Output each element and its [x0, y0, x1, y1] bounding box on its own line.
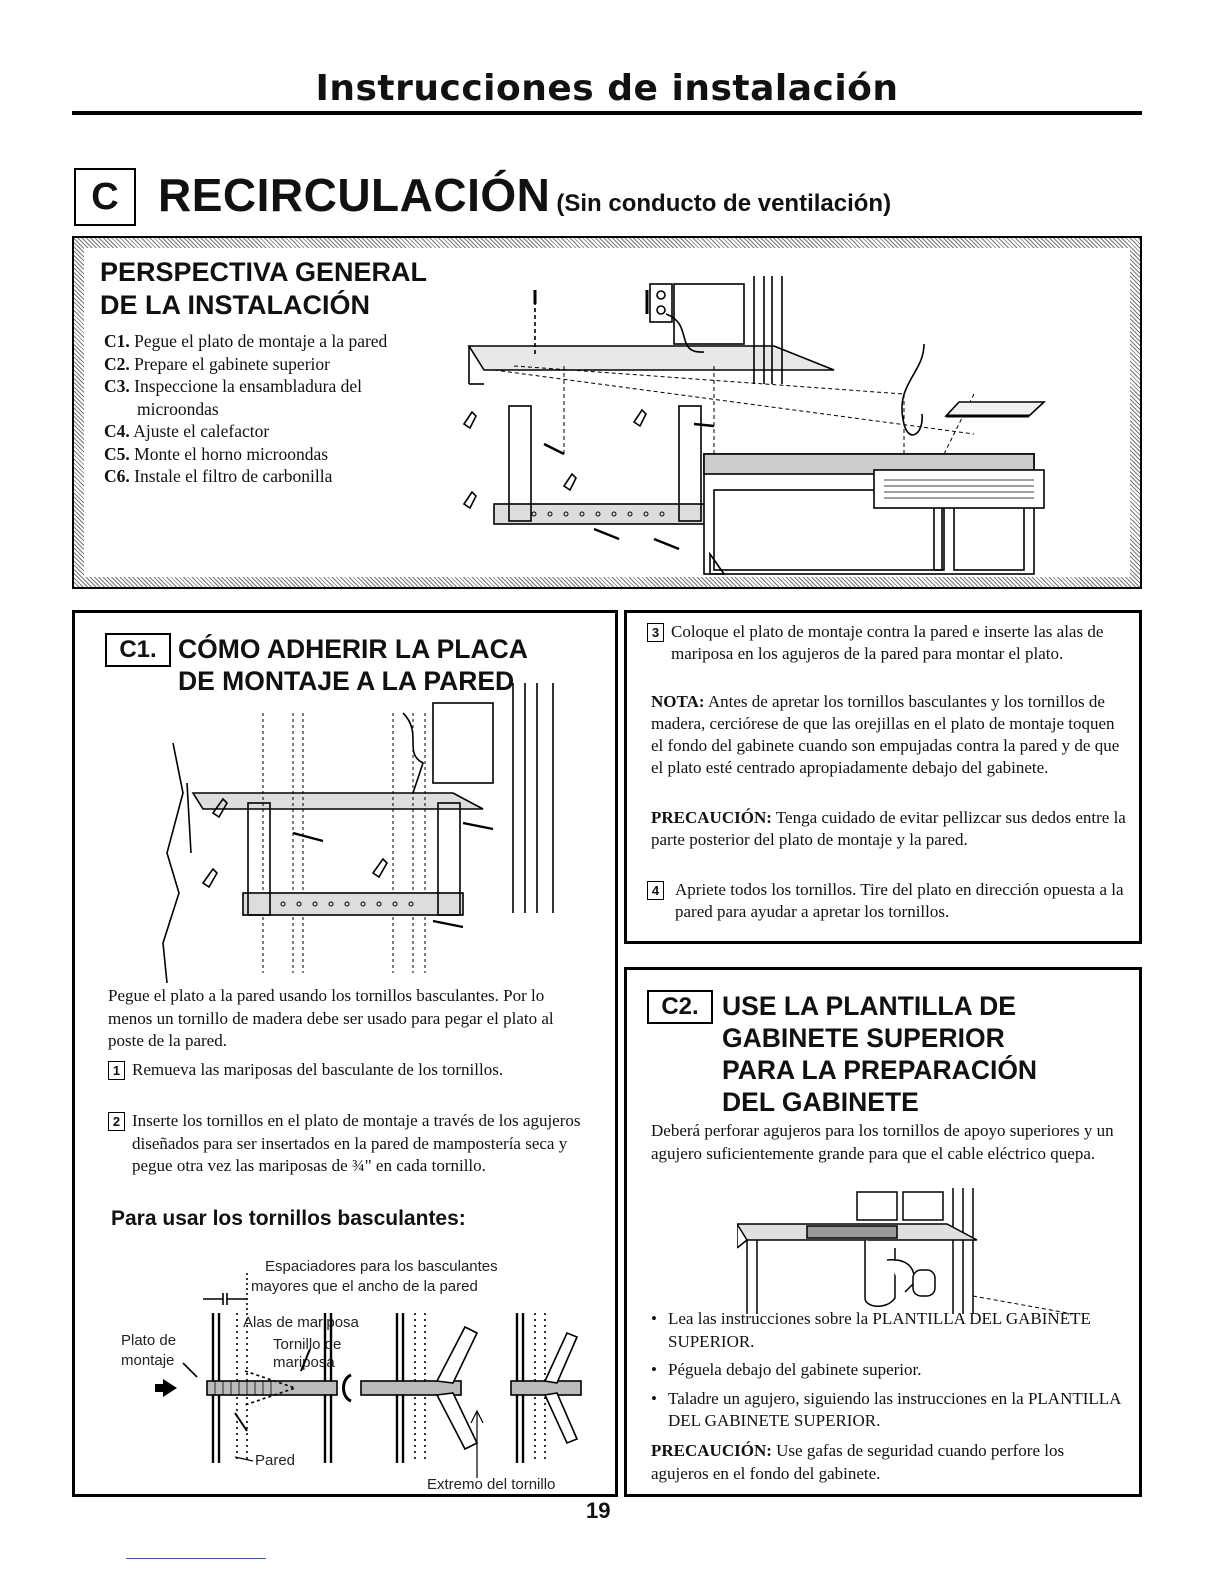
c1-step-2-text: Inserte los tornillos en el plato de montaje a través de los agujeros diseñados para ser insertados en la pared de mampostería seca y pegue otra vez las mariposas de ¾" en cada tornillo.	[132, 1111, 581, 1175]
step-c2-tag: C2.	[647, 990, 713, 1024]
caution-label: PRECAUCIÓN:	[651, 808, 772, 827]
page-number: 19	[586, 1498, 611, 1523]
note-label: NOTA:	[651, 692, 705, 711]
step-c2-heading	[722, 990, 1037, 1118]
c1-caution	[651, 807, 1127, 851]
installation-overview-illustration	[454, 274, 1054, 579]
c1-heading-line1: CÓMO ADHERIR LA PLACA	[178, 634, 528, 664]
step-c1-panel	[72, 610, 618, 1497]
section-heading	[158, 168, 891, 222]
c1-note	[651, 691, 1127, 779]
label-wall: Pared	[255, 1452, 296, 1469]
c2-heading-line1: USE LA PLANTILLA DE	[722, 991, 1016, 1021]
section-title: RECIRCULACIÓN	[158, 169, 551, 221]
label-wings: Alas de mariposa	[243, 1314, 359, 1331]
toggle-bolt-subheading: Para usar los tornillos basculantes:	[111, 1207, 466, 1230]
label-plate-line2: montaje	[121, 1352, 175, 1369]
overview-step: C6. Instale el filtro de carbonilla	[104, 466, 333, 486]
c2-intro-text: Deberá perforar agujeros para los tornillos de apoyo superiores y un agujero suficientemente grande para que el cable eléctrico quepa.	[651, 1121, 1114, 1163]
caution-text: Use gafas de seguridad cuando perfore los agujeros en el fondo del gabinete.	[651, 1441, 1065, 1483]
overview-step: C1. Pegue el plato de montaje a la pared	[104, 331, 388, 351]
c1-step-4	[647, 879, 1127, 923]
c2-heading-line2: GABINETE SUPERIOR	[722, 1023, 1005, 1053]
step-number-badge: 1	[108, 1061, 125, 1080]
cabinet-template-illustration	[737, 1188, 1077, 1316]
overview-step: C2. Prepare el gabinete superior	[104, 353, 330, 374]
c1-step-1	[108, 1059, 588, 1082]
overview-inner	[84, 248, 1130, 577]
label-spacers-line2: mayores que el ancho de la pared	[251, 1278, 478, 1295]
section-subtitle: (Sin conducto de ventilación)	[556, 190, 892, 217]
toggle-bolt-illustration	[115, 1253, 585, 1493]
section-letter: C	[74, 168, 136, 226]
overview-step: C5. Monte el horno microondas	[104, 443, 329, 464]
caution-text: Tenga cuidado de evitar pellizcar sus dedos entre la parte posterior del plato de montaje y la pared.	[651, 808, 1126, 849]
label-plate-line1: Plato de	[121, 1332, 177, 1349]
label-screw-end: Extremo del tornillo	[427, 1476, 556, 1493]
step-number-badge: 2	[108, 1112, 125, 1131]
c1-step-3	[647, 621, 1127, 665]
c2-heading-line3: PARA LA PREPARACIÓN	[722, 1055, 1038, 1085]
caution-label: PRECAUCIÓN:	[651, 1441, 772, 1460]
c1-step-2	[108, 1110, 588, 1178]
c1-step-1-text: Remueva las mariposas del basculante de los tornillos.	[132, 1060, 504, 1079]
c2-bullet-item: • Taladre un agujero, siguiendo las instrucciones en la PLANTILLA DEL GABINETE SUPERIOR.	[651, 1388, 1121, 1433]
overview-step: C4. Ajuste el calefactor	[104, 421, 270, 441]
overview-title-line2: DE LA INSTALACIÓN	[100, 290, 370, 320]
overview-step: C3. Inspeccione la ensambladura del microondas	[104, 376, 363, 419]
arrow-icon	[155, 1379, 177, 1397]
c2-bullet-item: • Péguela debajo del gabinete superior.	[651, 1359, 1121, 1382]
page-title: Instrucciones de instalación	[315, 68, 899, 109]
c1-heading-line2: DE MONTAJE A LA PARED	[178, 666, 515, 696]
step-number-badge: 3	[647, 623, 664, 642]
c1-step-3-text: Coloque el plato de montaje contra la pared e inserte las alas de mariposa en los agujeros de la pared para montar el plato.	[671, 622, 1104, 663]
overview-title	[100, 256, 427, 322]
step-number-badge: 4	[647, 881, 664, 900]
step-c1-tag: C1.	[105, 633, 171, 667]
label-spacers-line1: Espaciadores para los basculantes	[265, 1258, 498, 1275]
step-c1-continued-panel	[624, 610, 1142, 944]
footer-rule	[126, 1558, 266, 1559]
title-rule	[72, 111, 1142, 115]
c1-step-4-text: Apriete todos los tornillos. Tire del plato en dirección opuesta a la pared para ayudar a apretar los tornillos.	[675, 880, 1124, 921]
overview-panel	[72, 236, 1142, 589]
overview-title-line1: PERSPECTIVA GENERAL	[100, 257, 428, 287]
overview-step-list	[104, 330, 444, 488]
label-screw-line1: Tornillo de	[273, 1336, 342, 1353]
note-text: Antes de apretar los tornillos basculantes y los tornillos de madera, cerciórese de que las orejillas en el plato de montaje toquen el fondo del gabinete cuando son empujadas contra la pared y de que el plato esté centrado apropiadamente debajo del gabinete.	[651, 692, 1120, 777]
c1-intro-text: Pegue el plato a la pared usando los tornillos basculantes. Por lo menos un tornillo de madera debe ser usado para pegar el plato al poste de la pared.	[108, 986, 554, 1050]
label-screw-line2: mariposa	[273, 1354, 335, 1371]
c2-heading-line4: DEL GABINETE	[722, 1087, 919, 1117]
c2-bullet-item: • Lea las instrucciones sobre la PLANTILLA DEL GABINETE SUPERIOR.	[651, 1308, 1121, 1353]
c2-bullet-list	[651, 1308, 1121, 1439]
mounting-plate-illustration	[133, 683, 573, 983]
step-c2-panel	[624, 967, 1142, 1497]
c2-caution	[651, 1440, 1121, 1485]
